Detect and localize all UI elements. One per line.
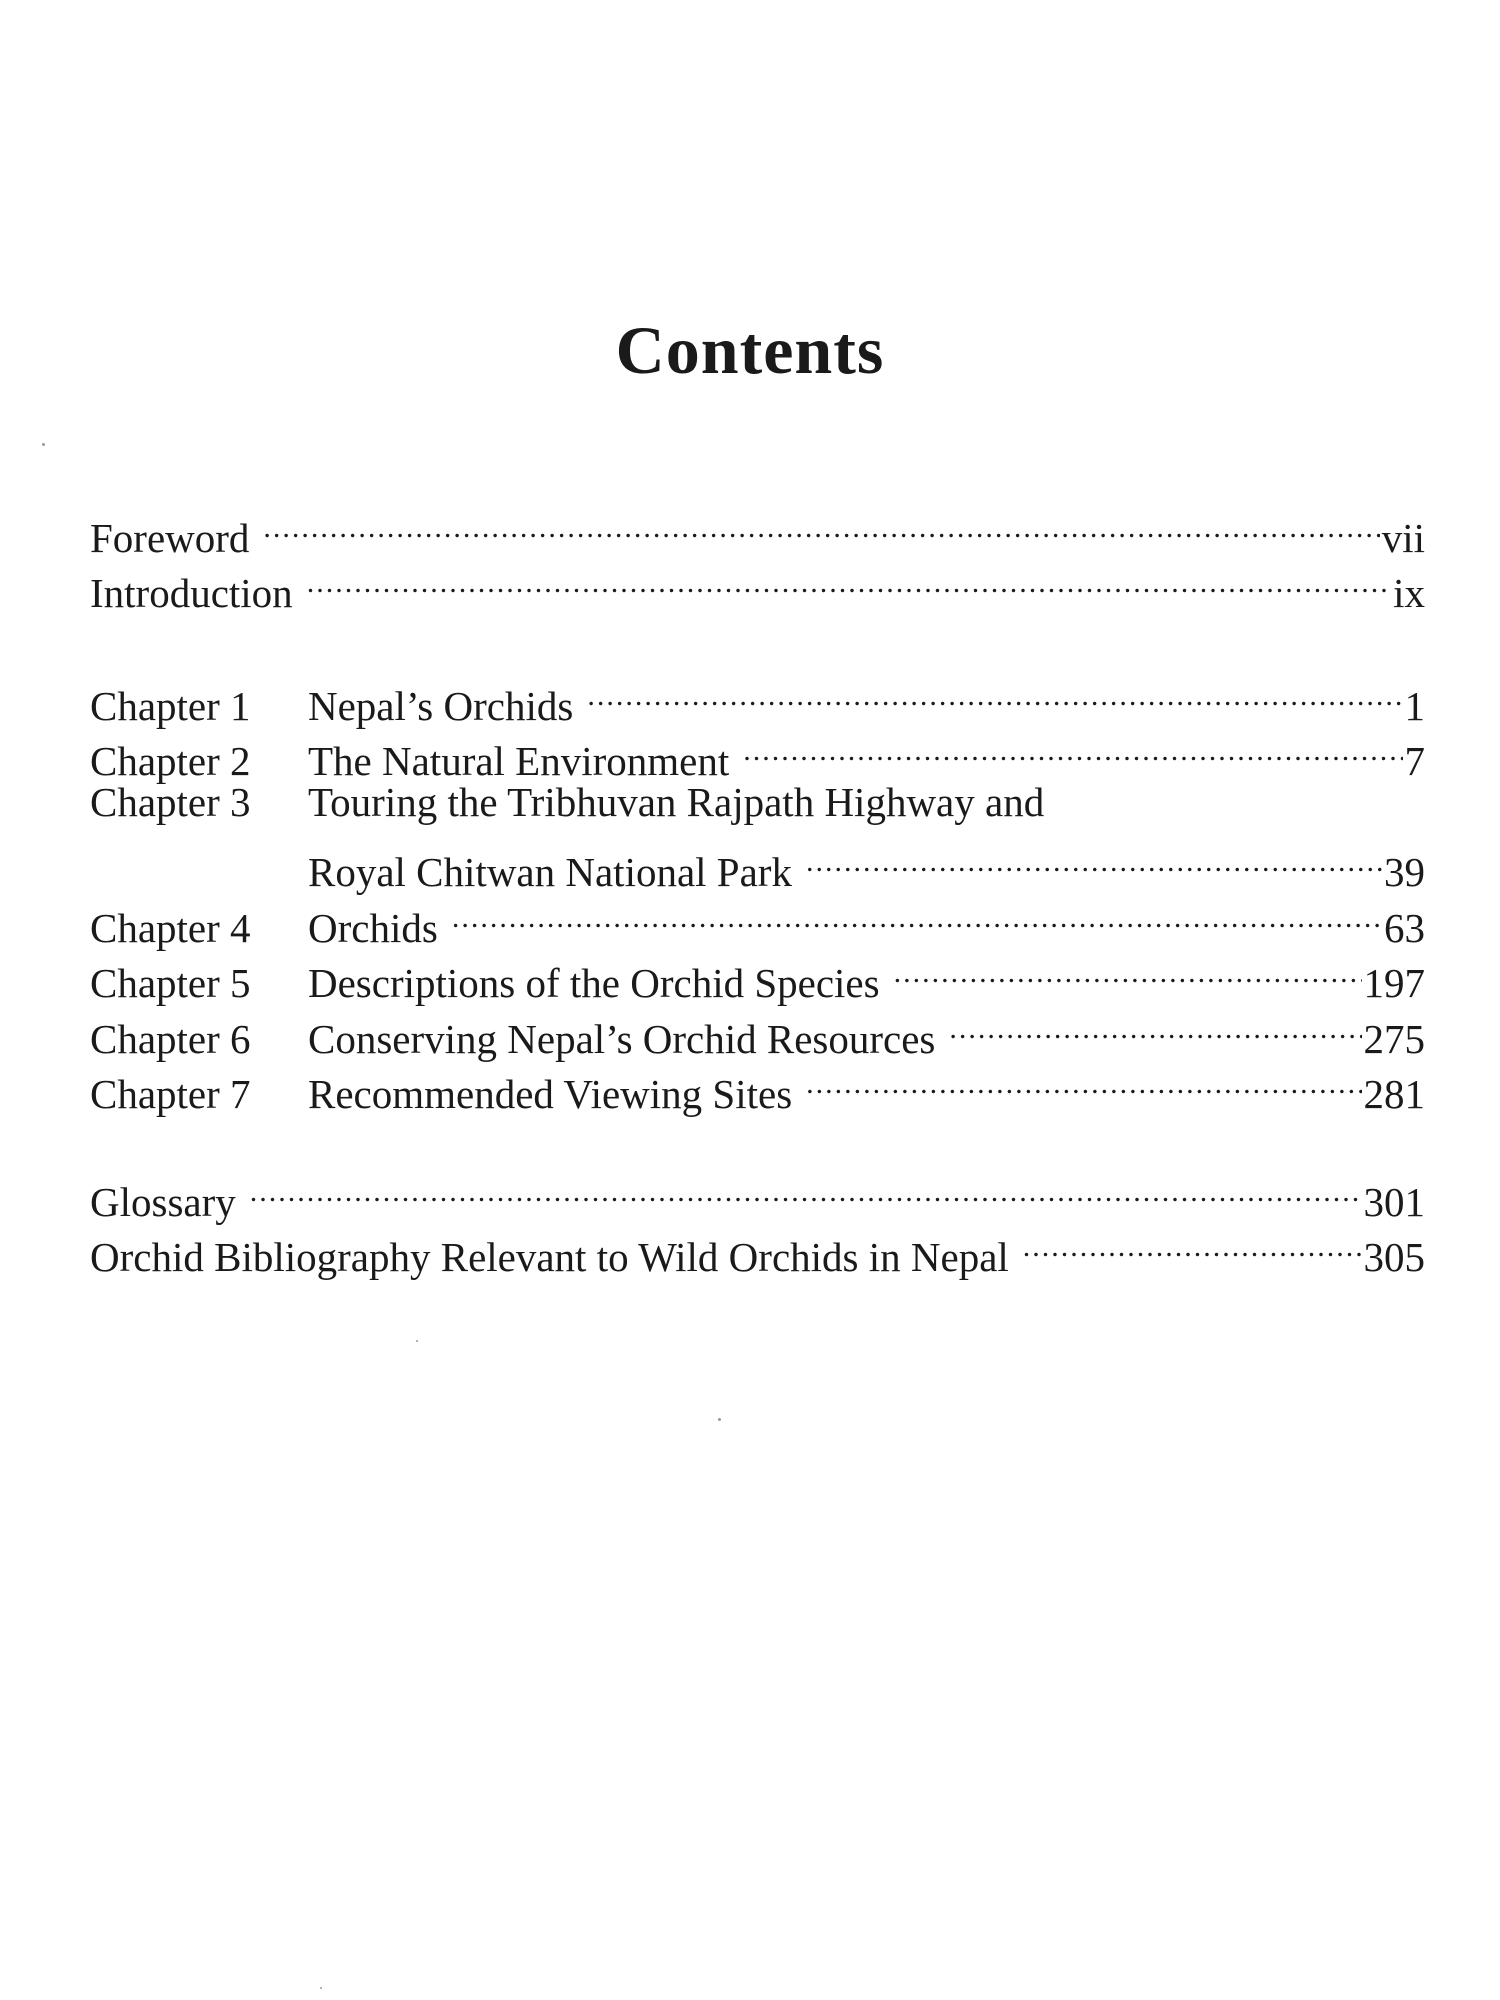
entry-title: Descriptions of the Orchid Species xyxy=(308,960,880,1006)
page-number: 197 xyxy=(1363,960,1425,1006)
toc-entry-chapter-3[interactable] xyxy=(90,775,1425,831)
dot-leader xyxy=(894,942,1362,998)
front-matter-list xyxy=(90,496,1425,616)
entry-title: Foreword xyxy=(90,514,250,561)
page-number: 301 xyxy=(1363,1178,1425,1225)
page-number: 39 xyxy=(1384,849,1425,895)
page-number: ix xyxy=(1393,570,1425,616)
toc-entry-chapter-1[interactable] xyxy=(90,664,1425,729)
entry-title: Nepal’s Orchids xyxy=(308,682,574,729)
dot-leader xyxy=(743,720,1402,776)
page-number: 281 xyxy=(1363,1071,1425,1117)
chapter-list xyxy=(90,664,1425,1117)
toc-entry-bibliography[interactable] xyxy=(90,1216,1425,1280)
page-number: 63 xyxy=(1384,904,1425,951)
page-number: 7 xyxy=(1404,738,1425,784)
page-number: vii xyxy=(1381,514,1425,561)
toc-entry-foreword[interactable] xyxy=(90,496,1425,561)
scan-speck xyxy=(42,443,45,446)
back-matter-list xyxy=(90,1160,1425,1280)
scan-speck xyxy=(320,1987,322,1989)
chapter-label: Chapter 4 xyxy=(90,904,251,951)
page-number: 275 xyxy=(1363,1015,1425,1062)
scan-speck xyxy=(718,1418,721,1421)
chapter-label: Chapter 1 xyxy=(90,682,251,729)
page-title: Contents xyxy=(615,312,885,388)
entry-title: Glossary xyxy=(90,1178,236,1225)
dot-leader xyxy=(452,886,1382,942)
chapter-label: Chapter 3 xyxy=(90,779,251,825)
chapter-label: Chapter 6 xyxy=(90,1015,251,1062)
entry-title: Touring the Tribhuvan Rajpath Highway and xyxy=(308,779,1045,825)
chapter-label: Chapter 7 xyxy=(90,1071,251,1117)
chapter-label: Chapter 5 xyxy=(90,960,251,1006)
entry-title: Conserving Nepal’s Orchid Resources xyxy=(308,1015,936,1062)
page-number: 1 xyxy=(1404,682,1425,729)
chapter-label: Chapter 2 xyxy=(90,738,251,784)
toc-entry-glossary[interactable] xyxy=(90,1160,1425,1225)
entry-title: The Natural Environment xyxy=(308,738,730,784)
dot-leader xyxy=(806,831,1382,887)
entry-title: Recommended Viewing Sites xyxy=(308,1071,793,1117)
entry-title: Orchids xyxy=(308,904,438,951)
dot-leader xyxy=(1023,1216,1362,1272)
toc-entry-introduction[interactable] xyxy=(90,552,1425,616)
entry-title-continued: Royal Chitwan National Park xyxy=(308,849,792,895)
dot-leader xyxy=(263,496,1379,552)
page-number: 305 xyxy=(1363,1234,1425,1280)
entry-title: Orchid Bibliography Relevant to Wild Orchids in Nepal xyxy=(90,1234,1009,1280)
toc-entry-chapter-3-continued[interactable] xyxy=(90,831,1425,895)
dot-leader xyxy=(587,664,1402,720)
dot-leader xyxy=(250,1160,1362,1216)
scan-speck xyxy=(416,1340,418,1342)
entry-title: Introduction xyxy=(90,570,293,616)
dot-leader xyxy=(307,552,1391,608)
dot-leader xyxy=(949,997,1361,1053)
dot-leader xyxy=(806,1053,1361,1109)
toc-entry-chapter-4[interactable] xyxy=(90,886,1425,951)
